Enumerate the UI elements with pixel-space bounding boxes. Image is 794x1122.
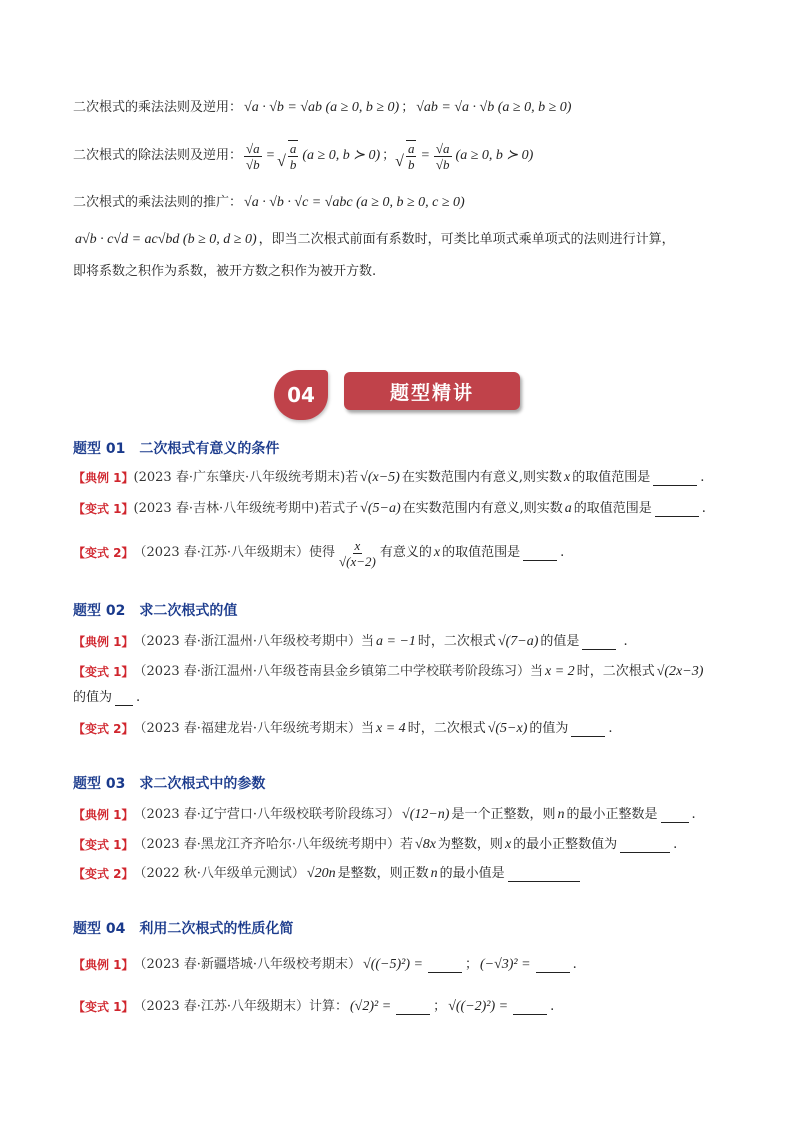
math-expr: (√2)² =: [350, 999, 392, 1014]
sqrt-frac-a-b-2: √ $\frac{a}{b}$: [395, 141, 415, 172]
exercise-source: （2023 春·浙江温州·八年级苍南县金乡镇第二中学校联考阶段练习）当: [133, 664, 544, 679]
exercise-item: 【典例 1】 （2023 春·浙江温州·八年级校考期中）当 a = −1 时，二次根式 √(7−a) 的值是 .: [73, 632, 734, 652]
answer-blank[interactable]: [513, 1000, 547, 1015]
math-expr: √(5−x): [487, 721, 528, 736]
mul-rule-inverse: √ab = √a · √b (a ≥ 0, b ≥ 0): [416, 100, 572, 115]
math-expr: √(5−a): [360, 501, 401, 516]
exercise-item: 【变式 2】 （2023 春·福建龙岩·八年级统考期末）当 x = 4 时，二次根式 √(5−x) 的值为 .: [73, 719, 734, 739]
answer-blank[interactable]: [582, 635, 616, 650]
div-rule-condition: (a ≥ 0, b ≻ 0): [302, 148, 381, 163]
sqrt-frac-a-b: √ $\frac{a}{b}$: [277, 141, 297, 172]
variant-tag: 【变式 2】: [73, 722, 134, 736]
answer-blank[interactable]: [571, 722, 605, 737]
answer-blank[interactable]: [523, 546, 557, 561]
example-tag: 【典例 1】: [73, 471, 134, 485]
div-rule-line: [73, 138, 734, 174]
variant-tag: 【变式 2】: [73, 867, 134, 881]
exercise-text: 的最小正整数是: [566, 807, 658, 822]
math-expr: √((−2)²) =: [448, 999, 509, 1014]
math-expr: √8x: [415, 837, 436, 852]
math-expr: √(7−a): [497, 634, 539, 649]
exercise-text: 的取值范围是: [572, 470, 651, 485]
separator: ；: [401, 100, 415, 115]
div-rule-condition-2: (a ≥ 0, b ≻ 0): [455, 148, 534, 163]
answer-blank[interactable]: [655, 502, 699, 517]
math-expr: x = 4: [376, 721, 406, 736]
exercise-source: （2023 春·新疆塔城·八年级校考期末）: [133, 957, 362, 972]
mul-rule-expr: √a · √b = √ab (a ≥ 0, b ≥ 0): [244, 100, 400, 115]
div-frac-sqrt-a-over-sqrt-b-2: $\frac{√a}{√b}$: [435, 140, 450, 172]
separator: ；: [382, 148, 396, 163]
math-expr: x = 2: [545, 664, 575, 679]
math-var: x: [504, 837, 512, 852]
div-frac-sqrt-a-over-sqrt-b: $\frac{√a}{√b}$: [246, 140, 260, 172]
coef-rule-line: [73, 230, 734, 250]
math-expr: √(12−n): [402, 807, 450, 822]
math-expr: a = −1: [376, 634, 416, 649]
exercise-source: (2023 春·吉林·八年级统考期中)若式子: [133, 501, 359, 516]
math-var: x: [563, 470, 571, 485]
math-expr: √((−5)²) =: [363, 957, 423, 972]
coef-rule-text-2: 即将系数之积作为系数，被开方数之积作为被开方数.: [73, 264, 377, 279]
separator: ；: [464, 957, 478, 972]
section-banner: [274, 370, 524, 422]
math-expr: (−√3)² =: [479, 957, 531, 972]
math-var: x: [433, 545, 441, 560]
exercise-text: 在实数范围内有意义,则实数: [402, 501, 563, 516]
ext-rule-expr: √a · √b · √c = √abc (a ≥ 0, b ≥ 0, c ≥ 0): [244, 195, 465, 210]
exercise-item: 【变式 1】 （2023 春·黑龙江齐齐哈尔·八年级统考期中）若 √8x 为整数，则 x 的最小正整数值为 .: [73, 835, 734, 855]
exercise-source: (2023 春·广东肇庆·八年级统考期末)若: [133, 470, 359, 485]
banner-title: 题型精讲: [344, 372, 520, 410]
math-expr: √(x−5): [360, 470, 400, 485]
exercise-text: 的值为: [529, 721, 569, 736]
exercise-item: 【变式 2】 （2023 春·江苏·八年级期末）使得 $\frac{x}{√(x-2)}$ 有意义的 x 的取值范围是 .: [73, 537, 565, 569]
exercise-text: .: [572, 957, 577, 972]
exercise-item: [73, 997, 734, 1017]
answer-blank[interactable]: [661, 808, 689, 823]
exercise-text: 有意义的: [379, 545, 432, 560]
mul-rule-label: 二次根式的乘法法则及逆用：: [73, 100, 243, 115]
exercise-source: （2023 春·浙江温州·八年级校考期中）当: [133, 634, 375, 649]
answer-blank[interactable]: [428, 958, 462, 973]
example-tag: 【典例 1】: [73, 808, 134, 822]
banner-number-badge: 04: [274, 370, 328, 420]
exercise-text: 的最小值是: [439, 866, 505, 881]
math-fraction: $\frac{x}{√(x-2)}$: [339, 537, 376, 569]
equals-sign: =: [420, 148, 430, 163]
exercise-text: 时，二次根式: [576, 664, 655, 679]
exercise-source: （2023 春·福建龙岩·八年级统考期末）当: [133, 721, 375, 736]
answer-blank[interactable]: [653, 471, 697, 486]
exercise-source: （2023 春·江苏·八年级期末）计算：: [133, 999, 349, 1014]
section-title-02: 题型 02 求二次根式的值: [73, 603, 238, 619]
coef-rule-expr: a√b · c√d = ac√bd (b ≥ 0, d ≥ 0): [75, 232, 257, 247]
coef-rule-text: ，即当二次根式前面有系数时，可类比单项式乘单项式的法则进行计算，: [258, 232, 675, 247]
exercise-item: 【变式 1】 (2023 春·吉林·八年级统考期中)若式子 √(5−a) 在实数范围内有意义,则实数 a 的取值范围是 .: [73, 499, 734, 519]
ext-rule-line: [73, 193, 734, 213]
exercise-item: 【典例 1】 (2023 春·广东肇庆·八年级统考期末)若 √(x−5) 在实数范围内有意义,则实数 x 的取值范围是 .: [73, 468, 734, 488]
math-expr: √20n: [306, 866, 336, 881]
answer-blank[interactable]: [620, 838, 670, 853]
equals-sign: =: [265, 148, 276, 163]
exercise-text: 时，二次根式: [407, 721, 486, 736]
exercise-text: 的值为: [73, 690, 113, 705]
ext-rule-label: 二次根式的乘法法则的推广：: [73, 195, 243, 210]
exercise-text: .: [550, 999, 555, 1014]
example-tag: 【典例 1】: [73, 635, 134, 649]
variant-tag: 【变式 2】: [73, 546, 134, 560]
exercise-item-cont: 的值为 .: [73, 688, 734, 708]
math-var: n: [430, 866, 438, 881]
exercise-item: [73, 662, 734, 682]
answer-blank[interactable]: [508, 867, 580, 882]
exercise-source: （2022 秋·八年级单元测试）: [133, 866, 305, 881]
coef-rule-line-2: [73, 262, 734, 282]
mul-rule-line: [73, 98, 734, 118]
variant-tag: 【变式 1】: [73, 665, 134, 679]
exercise-text: 是整数，则正数: [337, 866, 429, 881]
answer-blank[interactable]: [536, 958, 570, 973]
exercise-text: 的最小正整数值为: [513, 837, 618, 852]
exercise-item: [73, 864, 734, 884]
exercise-text: 是一个正整数，则: [451, 807, 556, 822]
exercise-item: [73, 955, 734, 975]
example-tag: 【典例 1】: [73, 958, 134, 972]
exercise-source: （2023 春·黑龙江齐齐哈尔·八年级统考期中）若: [133, 837, 414, 852]
math-expr: √(2x−3): [656, 664, 704, 679]
variant-tag: 【变式 1】: [73, 502, 134, 516]
exercise-item: 【典例 1】 （2023 春·辽宁营口·八年级校联考阶段练习） √(12−n) 是一个正整数，则 n 的最小正整数是 .: [73, 805, 734, 825]
math-var: n: [557, 807, 565, 822]
exercise-text: 的值是: [540, 634, 580, 649]
section-title-03: 题型 03 求二次根式中的参数: [73, 776, 266, 792]
exercise-text: 的取值范围是: [442, 545, 521, 560]
exercise-text: 为整数，则: [437, 837, 503, 852]
separator: ；: [433, 999, 447, 1014]
section-title-01: 题型 01 二次根式有意义的条件: [73, 441, 280, 457]
answer-blank[interactable]: [115, 691, 133, 706]
exercise-text: 在实数范围内有意义,则实数: [401, 470, 562, 485]
exercise-text: 的取值范围是: [573, 501, 652, 516]
exercise-source: （2023 春·辽宁营口·八年级校联考阶段练习）: [133, 807, 401, 822]
variant-tag: 【变式 1】: [73, 838, 134, 852]
div-rule-label: 二次根式的除法法则及逆用：: [73, 148, 243, 163]
exercise-text: 时，二次根式: [417, 634, 496, 649]
variant-tag: 【变式 1】: [73, 1000, 134, 1014]
math-var: a: [564, 501, 572, 516]
section-title-04: 题型 04 利用二次根式的性质化简: [73, 921, 294, 937]
exercise-source: （2023 春·江苏·八年级期末）使得: [133, 545, 336, 560]
answer-blank[interactable]: [396, 1000, 430, 1015]
